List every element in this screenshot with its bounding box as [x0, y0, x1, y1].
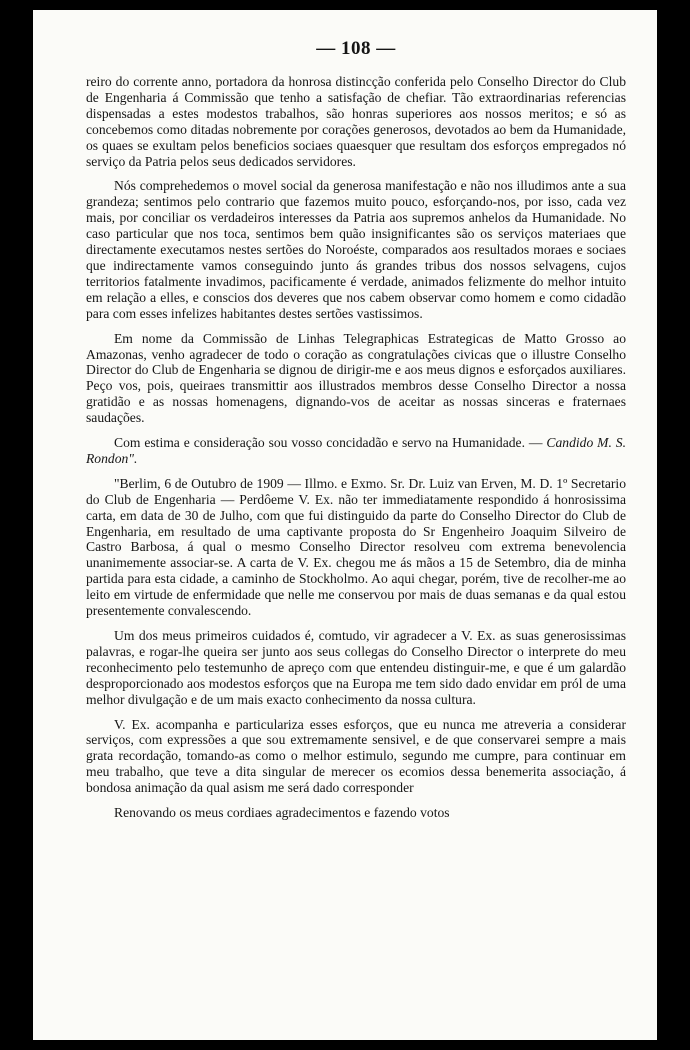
document-page	[33, 10, 657, 1040]
page-number: — 108 —	[316, 38, 396, 59]
paragraph-letter-start: "Berlim, 6 de Outubro de 1909 — Illmo. e Exmo. Sr. Dr. Luiz van Erven, M. D. 1º Secretario do Club de Engenharia — Perdôeme V. Ex. não ter immediatamente respondido á honrosissima carta, em data de 30 de Julho, com que fui distinguido da parte do Conselho Director do Club de Engenharia, em resultado de uma captivante proposta do Sr Engenheiro Joaquim Silveiro de Castro Barbosa, á qual o mesmo Conselho Director resolveu com extrema benevolencia unanimemente associar-se. A carta de V. Ex. chegou me ás mãos a 15 de Setembro, dia de minha partida para esta cidade, a caminho de Stockholmo. Ao aqui chegar, porém, tive de recolher-me ao leito em virtude de enfermidade que nelle me conservou por mais de duas semanas e da qual estou presentemente convalescendo.	[86, 475, 626, 619]
paragraph-2: Nós comprehedemos o movel social da generosa manifestação e não nos illudimos ante a sua grandeza; sentimos pelo contrario que fazemos muito pouco, esforçando-nos, por isso, cada vez mais, por conciliar os verdadeiros interesses da Patria aos supremos anhelos da Humanidade. No caso particular que nos toca, sentimos bem quão insignificantes são os serviços materiaes que directamente executamos nestes sertões do Noroéste, comparados aos resultados moraes e sociaes que indirectamente vamos conseguindo junto ás grandes tribus dos nossos selvagens, cujos territorios fatalmente invadimos, pacificamente é verdade, animados felizmente do melhor intuito em relação a elles, e conscios dos deveres que nos cabem observar como homem e como cidadão para com esses infelizes habitantes destes sertões vastissimos.	[86, 178, 626, 321]
signature: Candido M. S. Rondon".	[86, 435, 627, 466]
paragraph-6: V. Ex. acompanha e particulariza esses esforços, que eu nunca me atreveria a considerar serviços, com expressões a que sou extremamente sensivel, e de que conservarei sempre a mais grata recordação, tomando-as como o melhor estimulo, segundo me cumpre, para continuar em meu trabalho, que teve a dita singular de merecer os ecomios dessa benemerita associação, á bondosa animação da qual asism me será dado corresponder	[86, 716, 626, 796]
paragraph-7: Renovando os meus cordiaes agradecimentos e fazendo votos	[114, 805, 450, 821]
closing-text: Com estima e consideração sou vosso concidadão e servo na Humanidade. —	[114, 435, 543, 451]
paragraph-3: Em nome da Commissão de Linhas Telegraphicas Estrategicas de Matto Grosso ao Amazonas, venho agradecer de todo o coração as congratulações civicas que o illustre Conselho Director do Club de Engenharia se dignou de dirigir-me e aos meus dignos e esforçados auxiliares. Peço vos, pois, queiraes transmittir aos illustrados membros desse Conselho Director a nossa gratidão e as nossas homenagens, dignando-vos de aceitar as nossas sinceras e fraternaes saudações.	[86, 330, 626, 426]
paragraph-1: reiro do corrente anno, portadora da honrosa distincção conferida pelo Conselho Director do Club de Engenharia á Commissão que tenho a satisfação de chefiar. Tão extraordinarias referencias dispensadas a estes modestos trabalhos, são honras superiores aos nossos meritos; e só as concebemos como ditadas nobremente por corações generosos, devotados ao bem da Humanidade, os quaes se exultam pelos beneficios sociaes quaesquer que resultam dos esforços empregados nó serviço da Patria pelos seus dedicados servidores.	[86, 74, 626, 169]
paragraph-5: Um dos meus primeiros cuidados é, comtudo, vir agradecer a V. Ex. as suas generosissimas palavras, e rogar-lhe queira ser junto aos seus collegas do Conselho Director o interprete do meu reconhecimento pelo testemunho de apreço com que entendeu distinguir-me, e que é um galardão desproporcionado aos modestos esforços que na Europa me tem sido dado envidar em pról de uma melhor divulgação e de um mais exacto conhecimento da nossa cultura.	[86, 628, 626, 707]
paragraph-closing	[86, 435, 626, 467]
